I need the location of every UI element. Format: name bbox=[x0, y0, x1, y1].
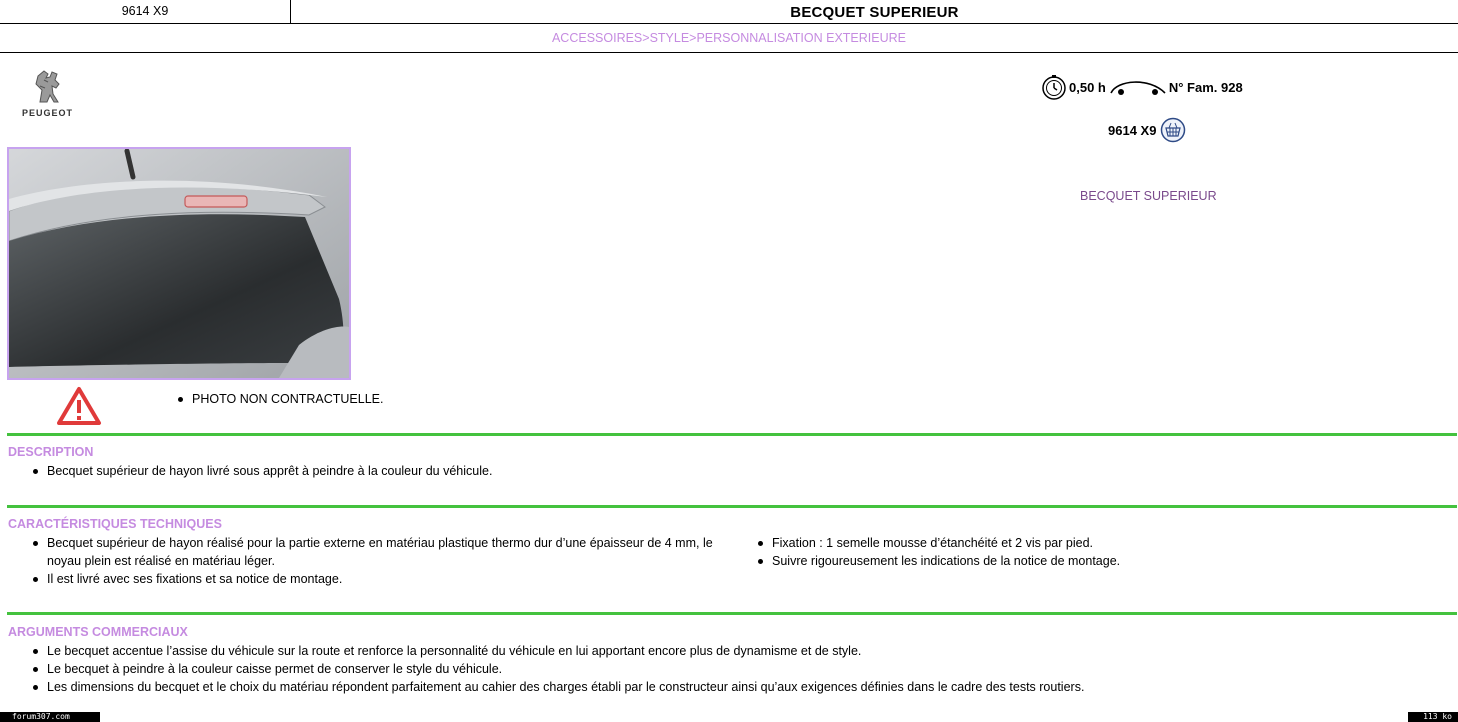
page-title: BECQUET SUPERIEUR bbox=[790, 4, 959, 21]
breadcrumb[interactable]: ACCESSOIRES>STYLE>PERSONNALISATION EXTERIEURE bbox=[0, 24, 1458, 53]
basket-icon[interactable] bbox=[1160, 117, 1186, 143]
product-reference: 9614 X9 bbox=[1108, 122, 1157, 138]
fitting-time: 0,50 h bbox=[1069, 79, 1106, 95]
list-item: Becquet supérieur de hayon livré sous apprêt à peindre à la couleur du véhicule. bbox=[31, 462, 1431, 480]
lion-icon bbox=[28, 68, 68, 106]
footer-size: 113 ko bbox=[1408, 712, 1458, 722]
product-photo bbox=[7, 147, 351, 380]
photo-note: PHOTO NON CONTRACTUELLE. bbox=[176, 390, 383, 408]
fitting-info bbox=[1041, 73, 1243, 101]
description-title: DESCRIPTION bbox=[8, 445, 94, 459]
warning-icon bbox=[56, 386, 102, 429]
arguments-title: ARGUMENTS COMMERCIAUX bbox=[8, 625, 188, 639]
arguments-list bbox=[31, 642, 1441, 696]
car-profile-icon bbox=[1109, 75, 1167, 99]
stopwatch-icon bbox=[1041, 74, 1067, 100]
list-item: Fixation : 1 semelle mousse d’étanchéité et 2 vis par pied. bbox=[756, 534, 1436, 552]
section-separator bbox=[7, 612, 1457, 615]
description-list bbox=[31, 462, 1431, 480]
order-reference bbox=[1108, 117, 1186, 143]
section-separator bbox=[7, 433, 1457, 436]
header-reference: 9614 X9 bbox=[0, 0, 291, 23]
list-item: Le becquet accentue l’assise du véhicule sur la route et renforce la personnalité du véhicule en lui apportant encore plus de dynamisme et de style. bbox=[31, 642, 1441, 660]
list-item: Les dimensions du becquet et le choix du matériau répondent parfaitement au cahier des charges établi par le constructeur ainsi qu’aux exigences définies dans le cadre des tests routiers. bbox=[31, 678, 1441, 696]
list-item: Becquet supérieur de hayon réalisé pour la partie externe en matériau plastique thermo dur d’une épaisseur de 4 mm, le noyau plein est réalisé en matériau léger. bbox=[31, 534, 736, 570]
tech-list-right bbox=[756, 534, 1436, 570]
spoiler-illustration bbox=[9, 149, 349, 378]
tech-title: CARACTÉRISTIQUES TECHNIQUES bbox=[8, 517, 222, 531]
section-separator bbox=[7, 505, 1457, 508]
family-number: N° Fam. 928 bbox=[1168, 79, 1243, 95]
photo-note-list bbox=[176, 390, 383, 408]
list-item: Il est livré avec ses fixations et sa notice de montage. bbox=[31, 570, 736, 588]
footer-source: forum307.com bbox=[0, 712, 100, 722]
list-item: Le becquet à peindre à la couleur caisse permet de conserver le style du véhicule. bbox=[31, 660, 1441, 678]
peugeot-logo bbox=[10, 68, 85, 122]
product-label: BECQUET SUPERIEUR bbox=[1080, 189, 1217, 203]
tech-list-left bbox=[31, 534, 736, 588]
header-bar bbox=[0, 0, 1458, 24]
logo-text: PEUGEOT bbox=[21, 108, 73, 118]
list-item: Suivre rigoureusement les indications de la notice de montage. bbox=[756, 552, 1436, 570]
